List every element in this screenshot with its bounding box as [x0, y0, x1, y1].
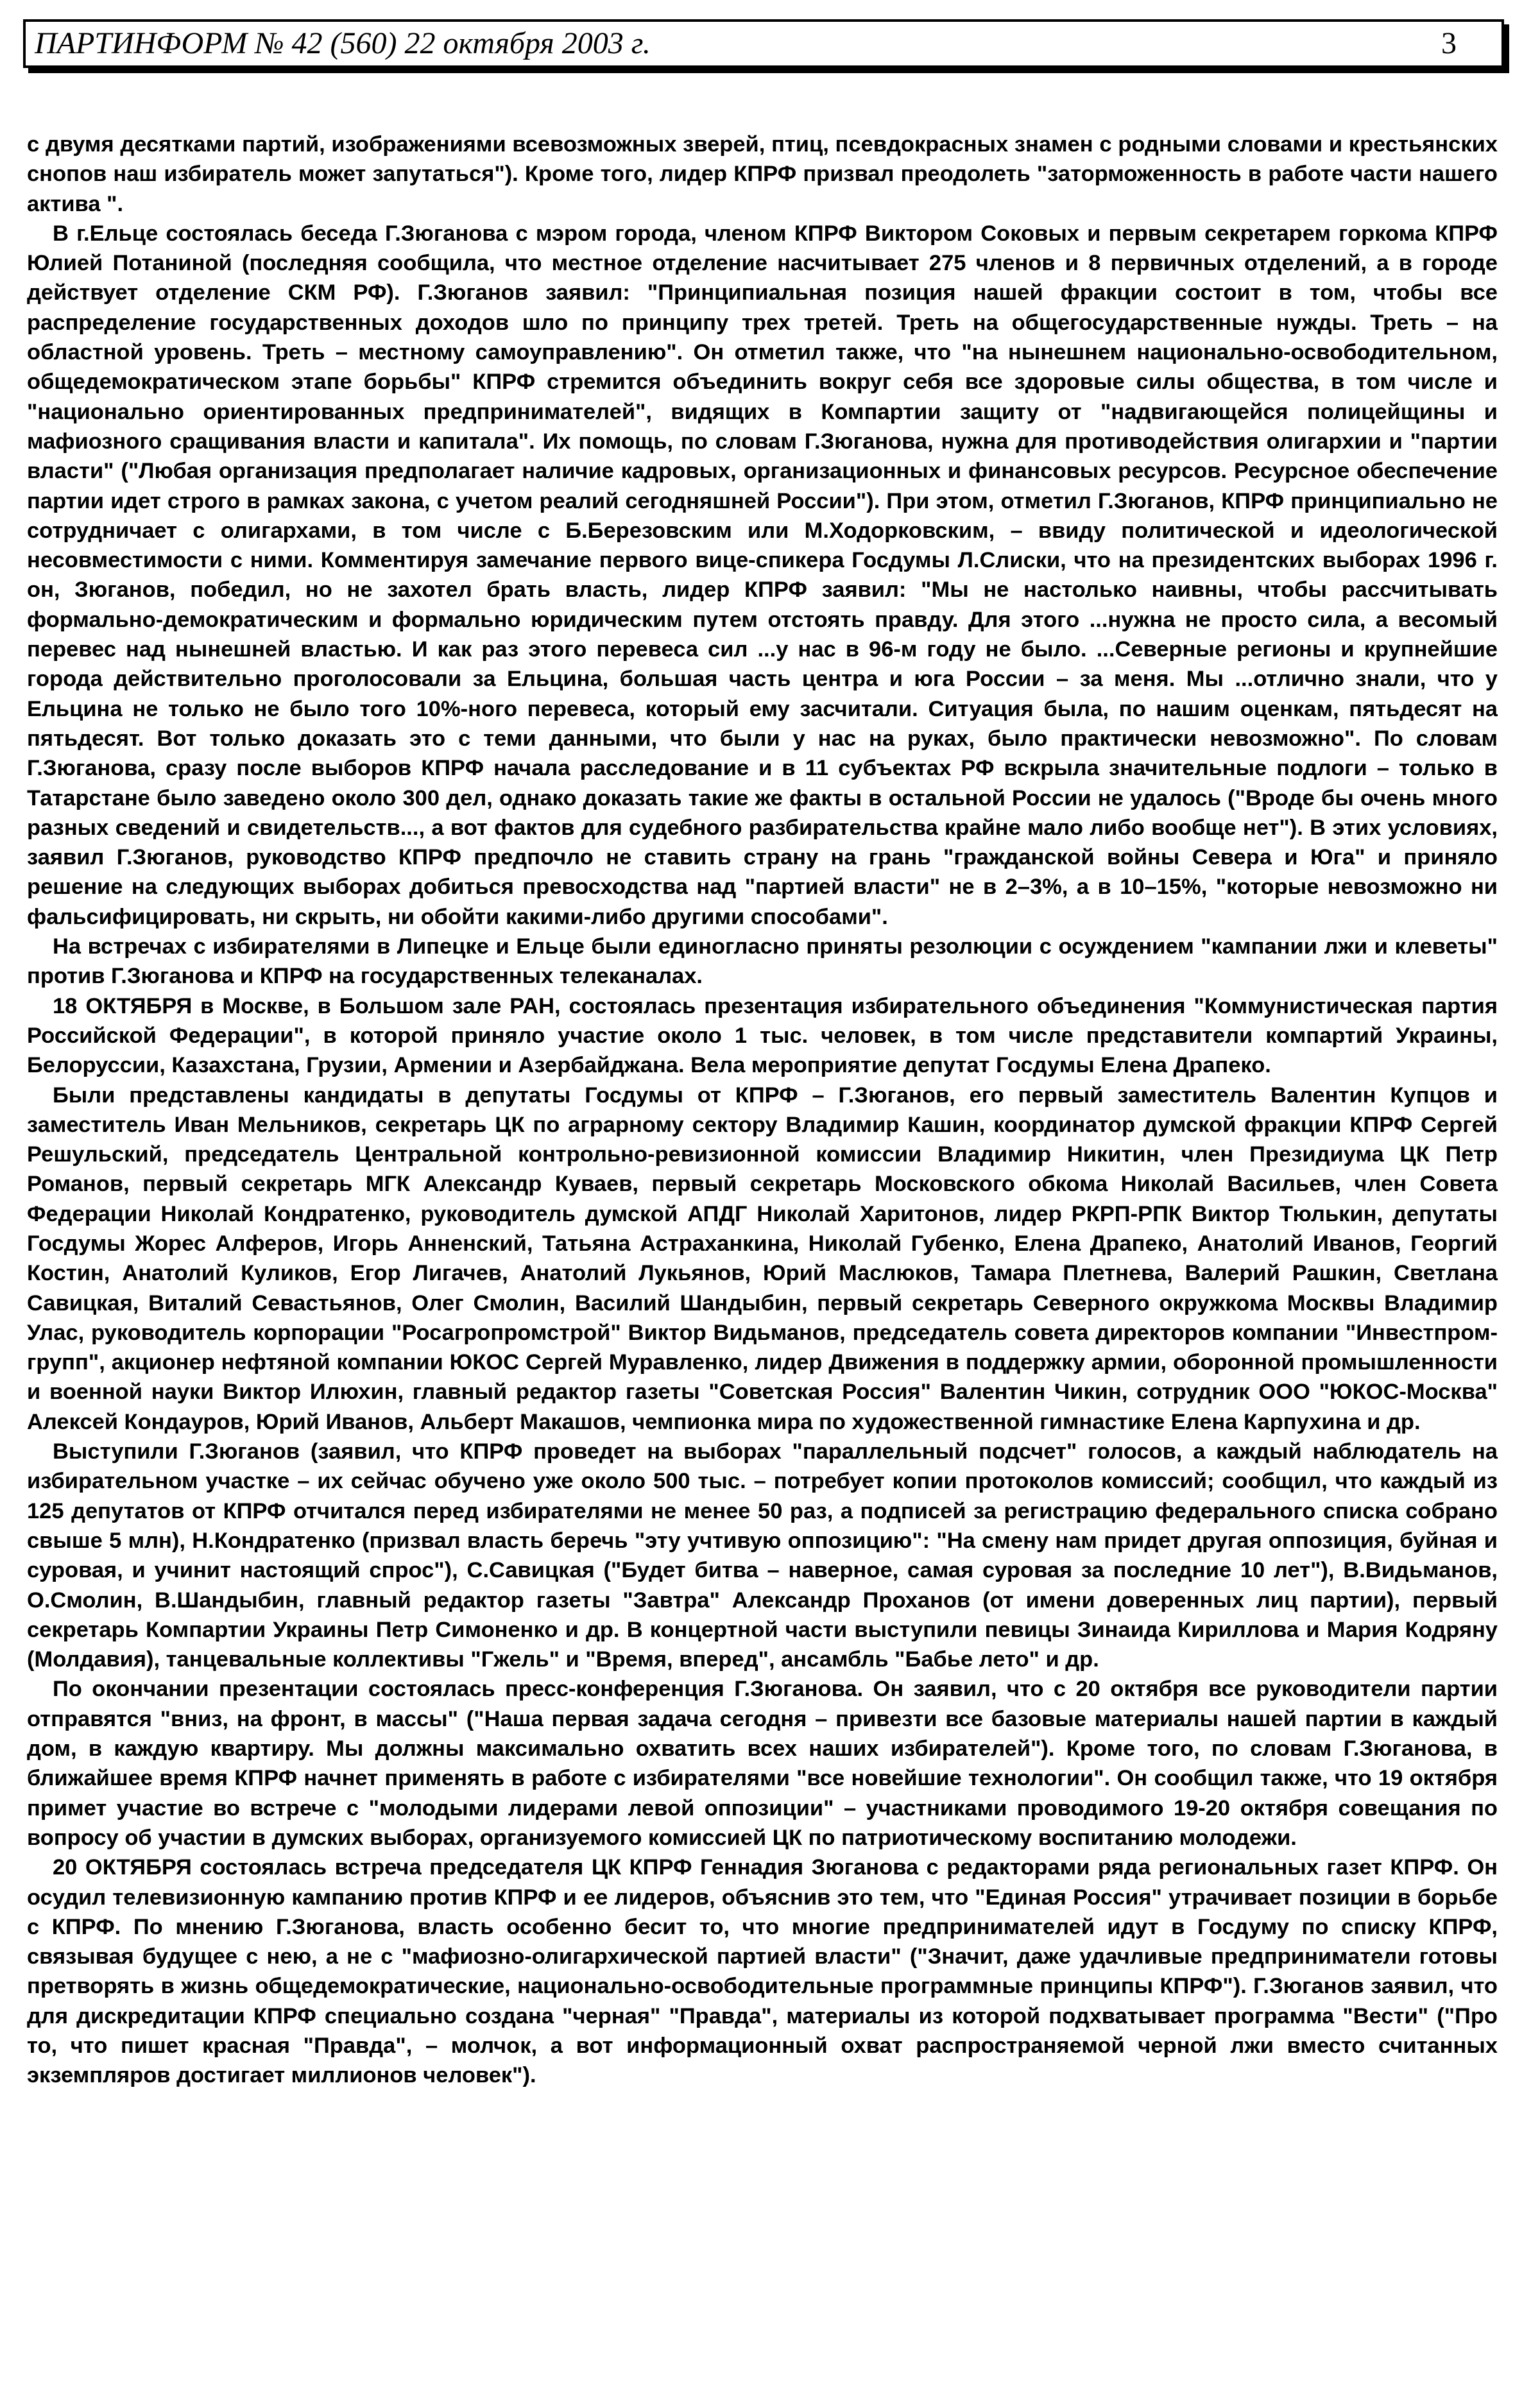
publication-title: ПАРТИНФОРМ № 42 (560) 22 октября 2003 г. [35, 26, 651, 60]
paragraph: На встречах с избирателями в Липецке и Ельце были единогласно приняты резолюции с осуждением "кампании лжи и клеветы" против Г.Зюганова и КПРФ на государственных телеканалах. [27, 934, 1498, 989]
page-header [23, 19, 1504, 68]
paragraph: 20 ОКТЯБРЯ состоялась встреча председателя ЦК КПРФ Геннадия Зюганова с редакторами ряда региональных газет КПРФ. Он осудил телевизионную кампанию против КПРФ и ее лидеров, объяснив это тем, что "Единая Россия" утрачивает позиции в борьбе с КПРФ. По мнению Г.Зюганова, власть особенно бесит то, что многие предпринимателей идут в Госдуму по списку КПРФ, связывая будущее с нею, а не с "мафиозно-олигархической партией власти" ("Значит, даже удачливые предприниматели готовы претворять в жизнь общедемократические, национально-освободительные программные принципы КПРФ"). Г.Зюганов заявил, что для дискредитации КПРФ специально создана "черная" "Правда", материалы из которой подхватывает программа "Вести" ("Про то, что пишет красная "Правда", – молчок, а вот информационный охват распространяемой черной лжи вместо считанных экземпляров достигает миллионов человек"). [27, 1855, 1498, 2088]
paragraph: Были представлены кандидаты в депутаты Госдумы от КПРФ – Г.Зюганов, его первый заместитель Валентин Купцов и заместитель Иван Мельников, секретарь ЦК по аграрному сектору Владимир Кашин, координатор думской фракции КПРФ Сергей Решульский, председатель Центральной контрольно-ревизионной комиссии Владимир Никитин, член Президиума ЦК Петр Романов, первый секретарь МГК Александр Куваев, первый секретарь Московского обкома Николай Васильев, член Совета Федерации Николай Кондратенко, руководитель думской АПДГ Николай Харитонов, лидер РКРП-РПК Виктор Тюлькин, депутаты Госдумы Жорес Алферов, Игорь Анненский, Татьяна Астраханкина, Николай Губенко, Елена Драпеко, Анатолий Иванов, Георгий Костин, Анатолий Куликов, Егор Лигачев, Анатолий Лукьянов, Юрий Маслюков, Тамара Плетнева, Валерий Рашкин, Светлана Савицкая, Виталий Севастьянов, Олег Смолин, Василий Шандыбин, первый секретарь Северного окружкома Москвы Владимир Улас, руководитель корпорации "Росагропромстрой" Виктор Видьманов, председатель совета директоров компании "Инвестпром-групп", акционер нефтяной компании ЮКОС Сергей Муравленко, лидер Движения в поддержку армии, оборонной промышленности и военной науки Виктор Илюхин, главный редактор газеты "Советская Россия" Валентин Чикин, сотрудник ООО "ЮКОС-Москва" Алексей Кондауров, Юрий Иванов, Альберт Макашов, чемпионка мира по художественной гимнастике Елена Карпухина и др. [27, 1083, 1498, 1434]
paragraph: с двумя десятками партий, изображениями всевозможных зверей, птиц, псевдокрасных знамен с родными словами и крестьянских снопов наш избиратель может запутаться"). Кроме того, лидер КПРФ призвал преодолеть "заторможенность в работе части нашего актива ". [27, 132, 1498, 216]
paragraph: По окончании презентации состоялась пресс-конференция Г.Зюганова. Он заявил, что с 20 октября все руководители партии отправятся "вниз, на фронт, в массы" ("Наша первая задача сегодня – привезти все базовые материалы нашей партии в каждый дом, в каждую квартиру. Мы должны максимально охватить всех наших избирателей"). Кроме того, по словам Г.Зюганова, в ближайшее время КПРФ начнет применять в работе с избирателями "все новейшие технологии". Он сообщил также, что 19 октября примет участие во встрече с "молодыми лидерами левой оппозиции" – участниками проводимого 19-20 октября совещания по вопросу об участии в думских выборах, организуемого комиссией ЦК по патриотическому воспитанию молодежи. [27, 1677, 1498, 1850]
paragraph: Выступили Г.Зюганов (заявил, что КПРФ проведет на выборах "параллельный подсчет" голосов, а каждый наблюдатель на избирательном участке – их сейчас обучено уже около 500 тыс. – потребует копии протоколов комиссий; сообщил, что каждый из 125 депутатов от КПРФ отчитался перед избирателями не менее 50 раз, а подписей за регистрацию федерального списка собрано свыше 5 млн), Н.Кондратенко (призвал власть беречь "эту учтивую оппозицию": "На смену нам придет другая оппозиция, буйная и суровая, и учинит настоящий спрос"), С.Савицкая ("Будет битва – наверное, самая суровая за последние 10 лет"), В.Видьманов, О.Смолин, В.Шандыбин, главный редактор газеты "Завтра" Александр Проханов (от имени доверенных лиц партии), первый секретарь Компартии Украины Петр Симоненко и др. В концертной части выступили певицы Зинаида Кириллова и Мария Кодряну (Молдавия), танцевальные коллективы "Гжель" и "Время, вперед", ансамбль "Бабье лето" и др. [27, 1439, 1498, 1672]
paragraph: 18 ОКТЯБРЯ в Москве, в Большом зале РАН, состоялась презентация избирательного объединения "Коммунистическая партия Российской Федерации", в которой приняло участие около 1 тыс. человек, в том числе представители компартий Украины, Белоруссии, Казахстана, Грузии, Армении и Азербайджана. Вела мероприятие депутат Госдумы Елена Драпеко. [27, 993, 1498, 1078]
paragraph: В г.Ельце состоялась беседа Г.Зюганова с мэром города, членом КПРФ Виктором Соковых и первым секретарем горкома КПРФ Юлией Потаниной (последняя сообщила, что местное отделение насчитывает 275 членов и 8 первичных отделений, а в городе действует отделение СКМ РФ). Г.Зюганов заявил: "Принципиальная позиция нашей фракции состоит в том, чтобы все распределение государственных доходов шло по принципу трех третей. Треть на общегосударственные нужды. Треть – на областной уровень. Треть – местному самоуправлению". Он отметил также, что "на нынешнем национально-освободительном, общедемократическом этапе борьбы" КПРФ стремится объединить вокруг себя все здоровые силы общества, в том числе и "национально ориентированных предпринимателей", видящих в Компартии защиту от "надвигающейся полицейщины и мафиозного сращивания власти и капитала". Их помощь, по словам Г.Зюганова, нужна для противодействия олигархии и "партии власти" ("Любая организация предполагает наличие кадровых, организационных и финансовых ресурсов. Ресурсное обеспечение партии идет строго в рамках закона, с учетом реалий сегодняшней России"). При этом, отметил Г.Зюганов, КПРФ принципиально не сотрудничает с олигархами, в том числе с Б.Березовским или М.Ходорковским, – ввиду политической и идеологической несовместимости с ними. Комментируя замечание первого вице-спикера Госдумы Л.Слиски, что на президентских выборах 1996 г. он, Зюганов, победил, но не захотел брать власть, лидер КПРФ заявил: "Мы не настолько наивны, чтобы рассчитывать формально-демократическим и формально юридическим путем отстоять правду. Для этого ...нужна не просто сила, а весомый перевес над нынешней властью. И как раз этого перевеса сил ...у нас в 96-м году не было. ...Северные регионы и крупнейшие города действительно проголосовали за Ельцина, большая часть центра и юга России – за меня. Мы ...отлично знали, что у Ельцина не только не было того 10%-ного перевеса, который ему засчитали. Ситуация была, по нашим оценкам, пятьдесят на пятьдесят. Вот только доказать это с теми данными, что были у нас на руках, было практически невозможно". По словам Г.Зюганова, сразу после выборов КПРФ начала расследование и в 11 субъектах РФ вскрыла значительные подлоги – только в Татарстане было заведено около 300 дел, однако доказать такие же факты в остальной России не удалось ("Вроде бы очень много разных сведений и свидетельств..., а вот фактов для судебного разбирательства крайне мало либо вообще нет"). В этих условиях, заявил Г.Зюганов, руководство КПРФ предпочло не ставить страну на грань "гражданской войны Севера и Юга" и приняло решение на следующих выборах добиться превосходства над "партией власти" не в 2–3%, а в 10–15%, "которые невозможно ни фальсифицировать, ни скрыть, ни обойти какими-либо другими способами". [27, 221, 1498, 929]
page-number: 3 [1441, 26, 1457, 60]
article-body [27, 130, 1498, 2091]
